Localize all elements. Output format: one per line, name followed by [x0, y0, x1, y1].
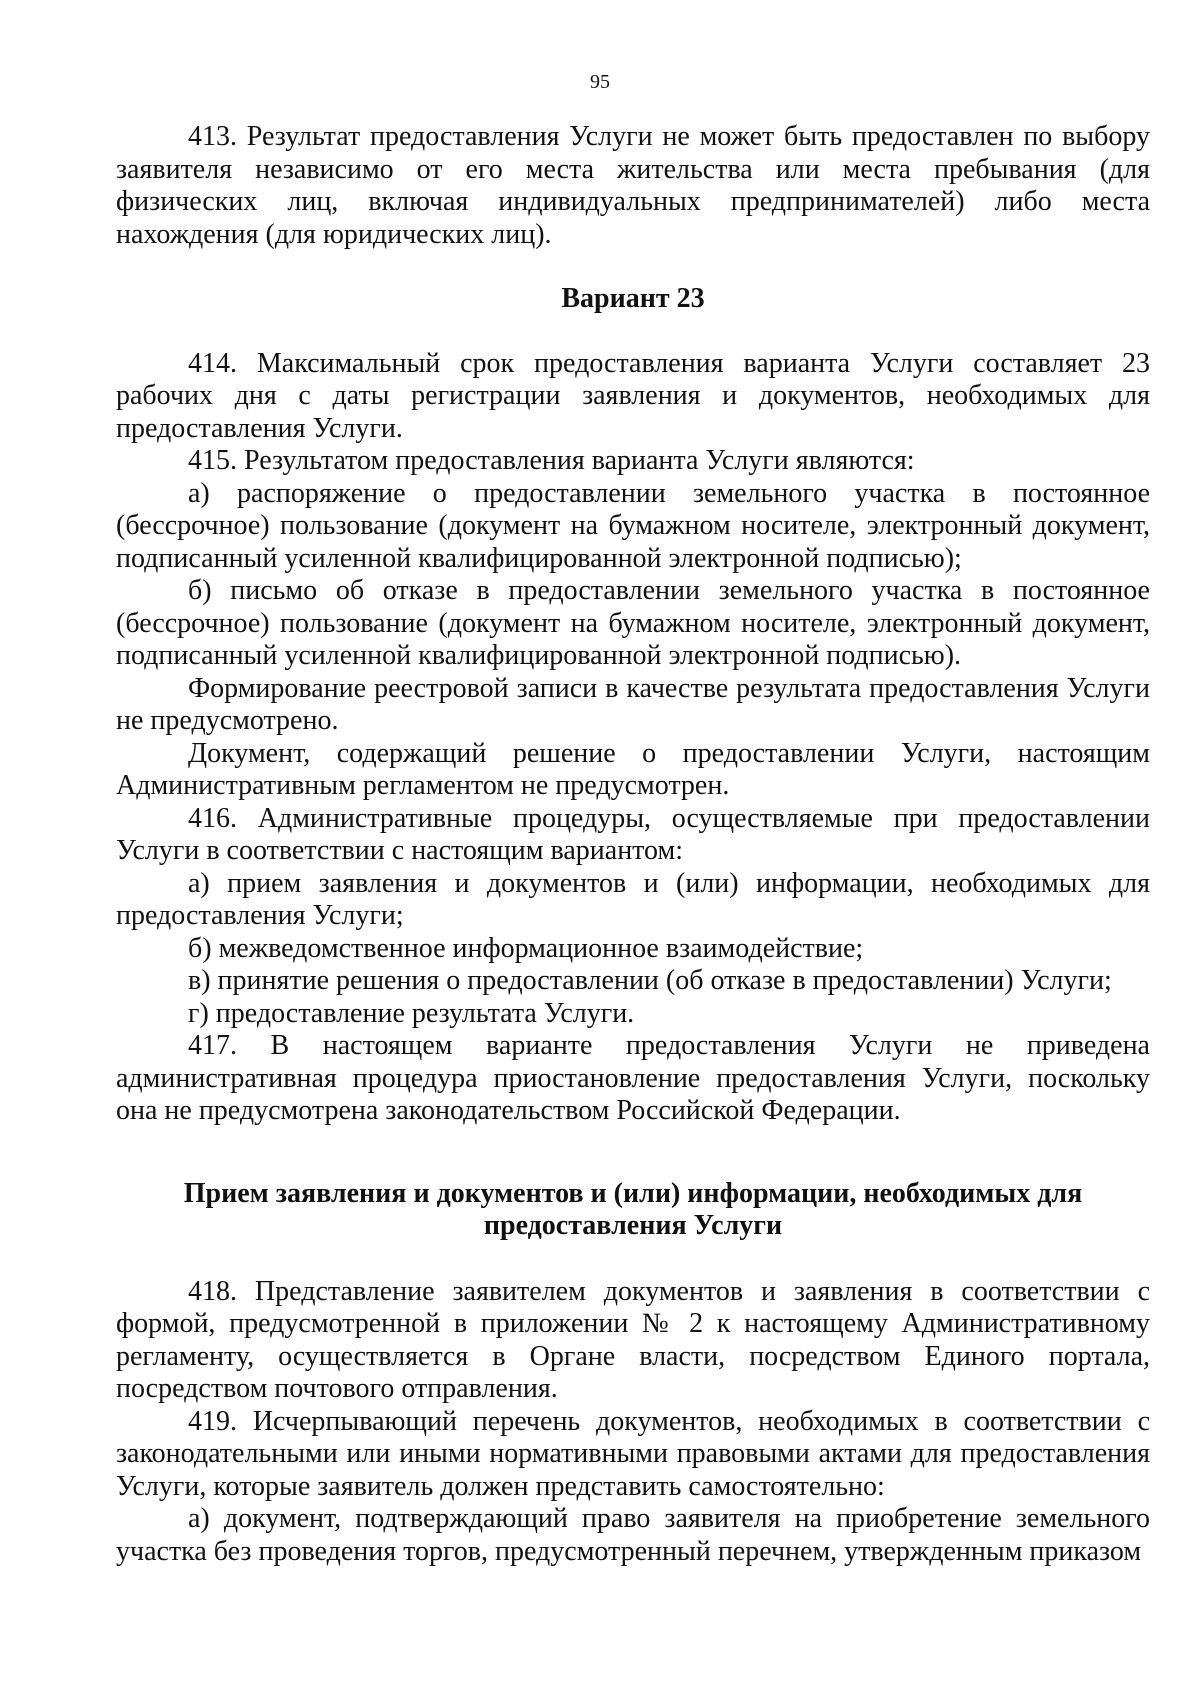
paragraph-415-item-a: а) распоряжение о предоставлении земельного участка в постоянное (бессрочное) пользование (документ на бумажном носителе, электронный документ, подписанный усиленной квалифицированной электронной подписью); [116, 477, 1150, 574]
paragraph-413: 413. Результат предоставления Услуги не может быть предоставлен по выбору заявителя независимо от его места жительства или места пребывания (для физических лиц, включая индивидуальных предпринимателей) либо места нахождения (для юридических лиц). [116, 121, 1150, 250]
paragraph-registry-record: Формирование реестровой записи в качестве результата предоставления Услуги не предусмотрено. [116, 672, 1150, 736]
paragraph-416: 416. Административные процедуры, осуществляемые при предоставлении Услуги в соответствии с настоящим вариантом: [116, 802, 1150, 866]
paragraph-416-item-a: а) прием заявления и документов и (или) информации, необходимых для предоставления Услуги; [116, 867, 1150, 931]
page-number: 95 [590, 71, 610, 93]
paragraph-417: 417. В настоящем варианте предоставления Услуги не приведена административная процедура приостановление предоставления Услуги, поскольку она не предусмотрена законодательством Российской Федерации. [116, 1030, 1150, 1126]
paragraph-418: 418. Представление заявителем документов и заявления в соответствии с формой, предусмотренной в приложении № 2 к настоящему Административному регламенту, осуществляется в Органе власти, посредством Единого портала, посредством почтового отправления. [116, 1275, 1150, 1404]
paragraph-416-item-v: в) принятие решения о предоставлении (об отказе в предоставлении) Услуги; [188, 965, 1112, 996]
section-heading: Прием заявления и документов и (или) информации, необходимых для предоставления Услуги [183, 1177, 1083, 1241]
paragraph-415-item-b: б) письмо об отказе в предоставлении земельного участка в постоянное (бессрочное) пользование (документ на бумажном носителе, электронный документ, подписанный усиленной квалифицированной электронной подписью). [116, 575, 1150, 671]
variant-heading: Вариант 23 [561, 283, 705, 314]
paragraph-416-item-g: г) предоставление результата Услуги. [188, 997, 635, 1029]
paragraph-decision-document: Документ, содержащий решение о предоставлении Услуги, настоящим Административным регламентом не предусмотрен. [116, 737, 1150, 801]
paragraph-415: 415. Результатом предоставления варианта Услуги являются: [188, 445, 915, 476]
document-body [116, 121, 1150, 1568]
paragraph-414: 414. Максимальный срок предоставления варианта Услуги составляет 23 рабочих дня с даты регистрации заявления и документов, необходимых для предоставления Услуги. [116, 347, 1150, 444]
paragraph-419-item-a: а) документ, подтверждающий право заявителя на приобретение земельного участка без проведения торгов, предусмотренный перечнем, утвержденным приказом [116, 1503, 1150, 1567]
paragraph-419: 419. Исчерпывающий перечень документов, необходимых в соответствии с законодательными или иными нормативными правовыми актами для предоставления Услуги, которые заявитель должен представить самостоятельно: [116, 1405, 1150, 1502]
paragraph-416-item-b: б) межведомственное информационное взаимодействие; [188, 932, 864, 964]
